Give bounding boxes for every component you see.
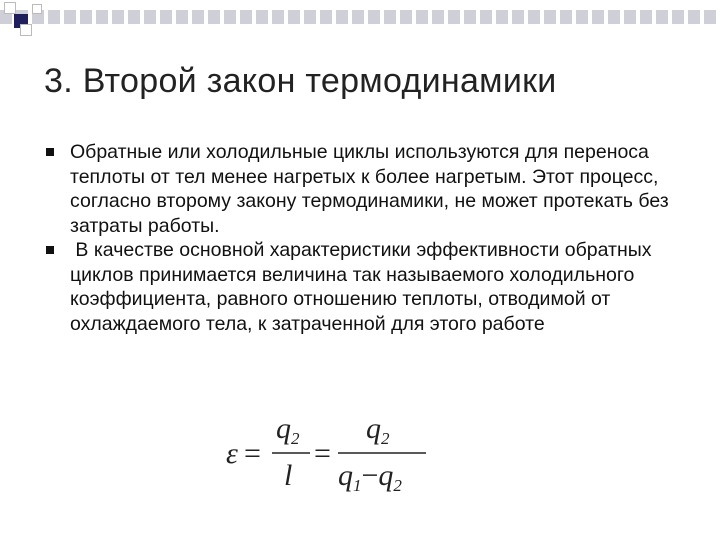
slide-title: 3. Второй закон термодинамики [44, 62, 557, 100]
top-decoration [0, 0, 720, 40]
formula-frac1-num: $q_2$ [276, 412, 300, 448]
decor-square-icon [32, 4, 42, 14]
formula-frac2-den: $q_1-q_2$ [338, 459, 402, 495]
bullet-item [46, 140, 686, 238]
bullet-item [46, 238, 686, 336]
bullet-list [46, 140, 686, 336]
cooling-coefficient-formula [226, 405, 456, 505]
bullet-square-icon [46, 148, 54, 156]
bullet-text: В качестве основной характеристики эффективности обратных циклов принимается величина так называемого холодильного коэффициента, равного отношению теплоты, отводимой от охлаждаемого тела, к затраченной для этого работе [70, 239, 657, 335]
decor-square-icon [20, 24, 32, 36]
formula-frac1-den: l [284, 459, 293, 492]
formula-equals-1: = [244, 437, 261, 470]
formula-epsilon: ε [226, 437, 238, 470]
bullet-text: Обратные или холодильные циклы используются для переноса теплоты от тел менее нагретых к более нагретым. Этот процесс, согласно второму закону термодинамики, не может протекать без затраты работы. [70, 141, 669, 237]
decor-stripe [0, 10, 720, 24]
formula-equals-2: = [314, 437, 331, 470]
decor-square-icon [4, 2, 16, 14]
bullet-square-icon [46, 246, 54, 254]
formula-frac2-num: $q_2$ [366, 412, 390, 448]
